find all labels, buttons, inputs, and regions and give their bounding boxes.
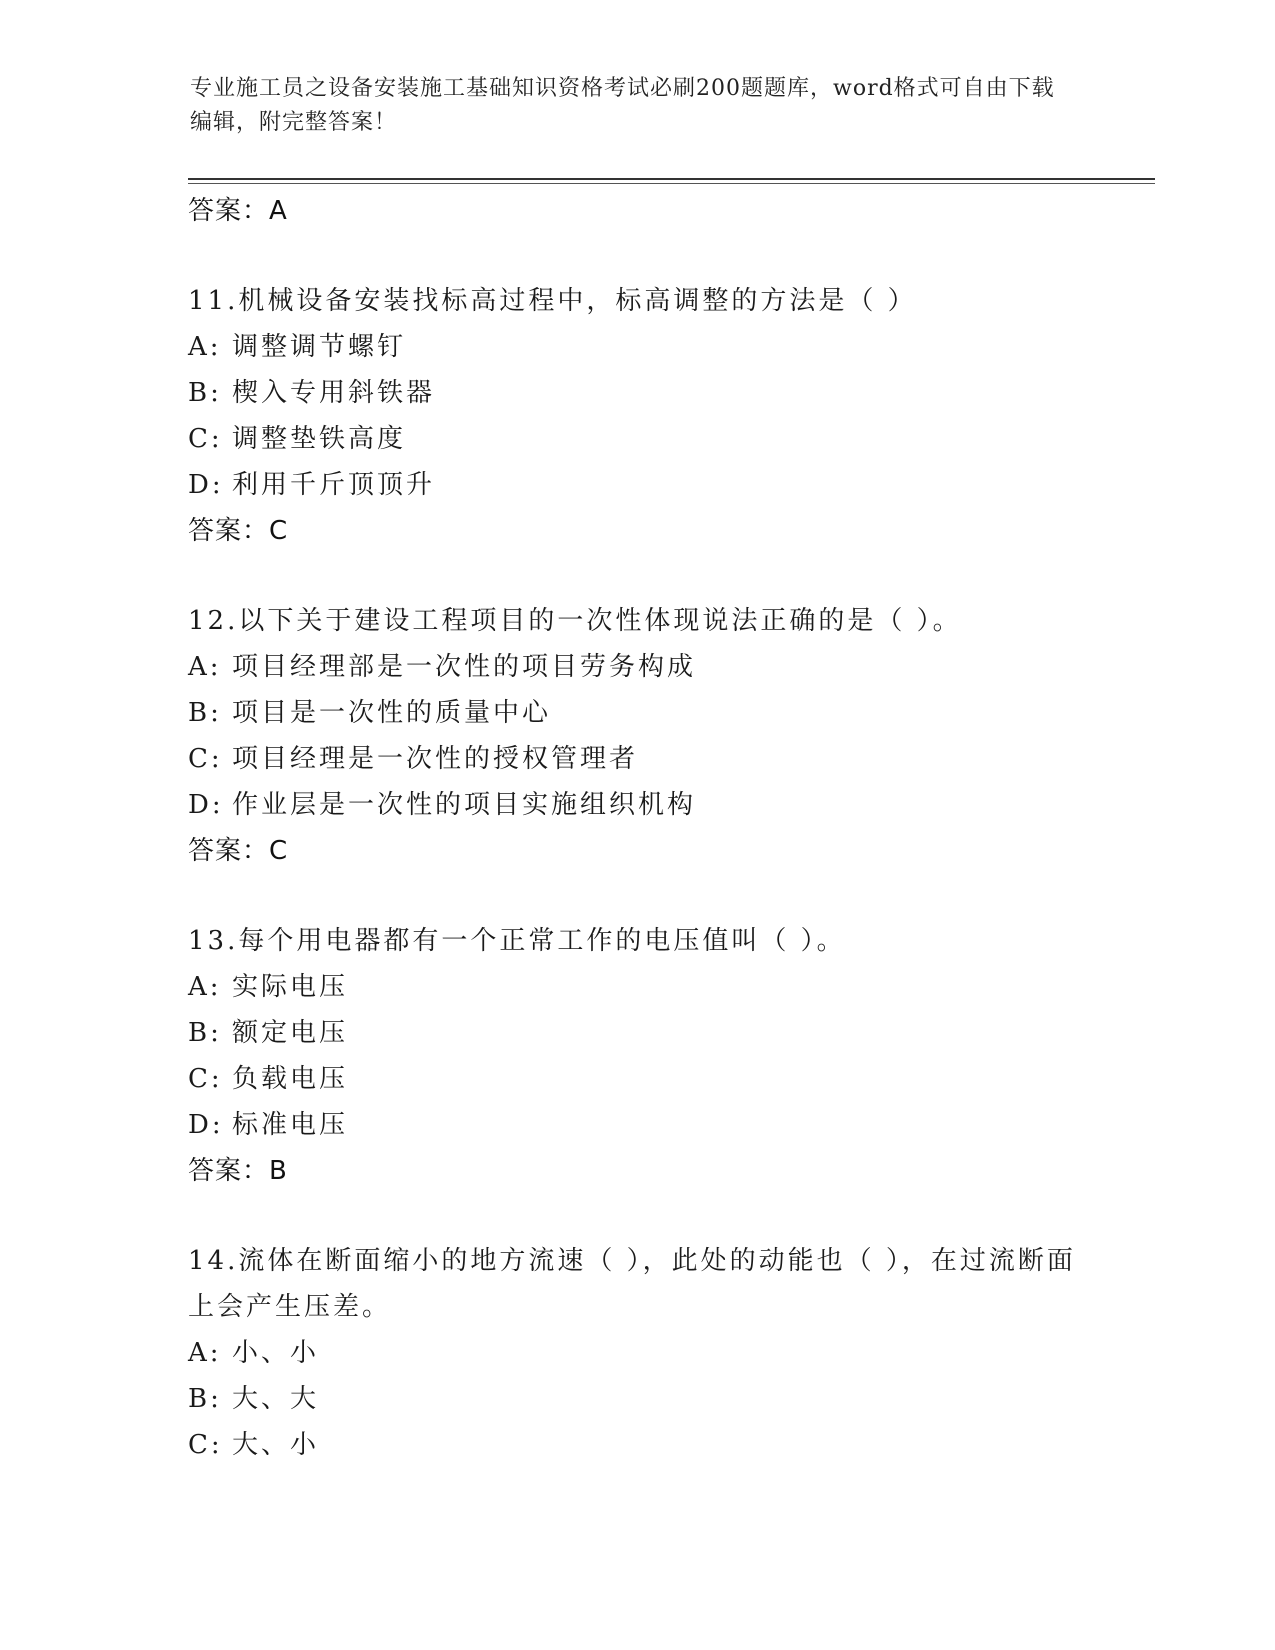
option-text: 大、小: [232, 1430, 320, 1460]
option-text: 额定电压: [232, 1018, 349, 1048]
option-d: [188, 462, 1088, 508]
option-text: 利用千斤顶顶升: [232, 470, 436, 500]
option-text: 楔入专用斜铁器: [232, 378, 436, 408]
option-key: D:: [188, 1110, 224, 1140]
question-number: 14.: [188, 1246, 239, 1276]
option-text: 项目是一次性的质量中心: [232, 698, 552, 728]
option-key: A:: [188, 332, 222, 362]
option-key: B:: [188, 1018, 222, 1048]
option-key: C:: [188, 1430, 223, 1460]
option-key: A:: [188, 1338, 222, 1368]
option-key: C:: [188, 424, 223, 454]
option-c: [188, 416, 1088, 462]
option-key: C:: [188, 744, 223, 774]
option-text: 大、大: [232, 1384, 320, 1414]
question-text: [188, 918, 1088, 964]
option-c: [188, 736, 1088, 782]
answer-line: 答案：B: [188, 1156, 288, 1186]
question-text: [188, 278, 1088, 324]
question-stem: 流体在断面缩小的地方流速（ ），此处的动能也（ ），在过流断面上会产生压差。: [188, 1246, 1076, 1322]
option-a: [188, 644, 1088, 690]
option-text: 负载电压: [232, 1064, 349, 1094]
answer-line: 答案：C: [188, 516, 289, 546]
option-a: [188, 964, 1088, 1010]
option-a: [188, 1330, 1088, 1376]
question-block: [188, 1238, 1088, 1468]
option-key: B:: [188, 378, 222, 408]
question-number: 11.: [188, 286, 239, 316]
question-block: [188, 918, 1088, 1194]
question-stem: 每个用电器都有一个正常工作的电压值叫（ ）。: [238, 926, 846, 956]
option-b: [188, 690, 1088, 736]
header-rule-secondary: [188, 183, 1155, 184]
question-text: [188, 598, 1088, 644]
option-text: 项目经理部是一次性的项目劳务构成: [232, 652, 697, 682]
question-block: [188, 278, 1088, 554]
option-key: A:: [188, 652, 222, 682]
option-text: 调整垫铁高度: [232, 424, 407, 454]
option-key: A:: [188, 972, 222, 1002]
option-text: 实际电压: [232, 972, 349, 1002]
option-a: [188, 324, 1088, 370]
option-b: [188, 1010, 1088, 1056]
option-text: 作业层是一次性的项目实施组织机构: [232, 790, 697, 820]
question-number: 12.: [188, 606, 239, 636]
question-block: [188, 598, 1088, 874]
question-number: 13.: [188, 926, 239, 956]
question-list: [188, 188, 1088, 1468]
question-stem: 以下关于建设工程项目的一次性体现说法正确的是（ ）。: [238, 606, 962, 636]
option-c: [188, 1422, 1088, 1468]
option-key: D:: [188, 790, 224, 820]
option-key: B:: [188, 698, 222, 728]
option-text: 小、小: [232, 1338, 320, 1368]
answer-line: 答案：C: [188, 836, 289, 866]
option-text: 调整调节螺钉: [232, 332, 407, 362]
option-d: [188, 1102, 1088, 1148]
option-c: [188, 1056, 1088, 1102]
header-rule: [188, 178, 1155, 180]
option-text: 标准电压: [232, 1110, 349, 1140]
option-b: [188, 1376, 1088, 1422]
option-b: [188, 370, 1088, 416]
option-d: [188, 782, 1088, 828]
answer-line: 答案：A: [188, 196, 288, 226]
document-header: 专业施工员之设备安装施工基础知识资格考试必刷200题题库，word格式可自由下载编辑，附完整答案！: [190, 76, 1055, 135]
option-key: D:: [188, 470, 224, 500]
option-key: C:: [188, 1064, 223, 1094]
question-stem: 机械设备安装找标高过程中，标高调整的方法是（ ）: [238, 286, 917, 316]
option-text: 项目经理是一次性的授权管理者: [232, 744, 639, 774]
option-key: B:: [188, 1384, 222, 1414]
question-text: [188, 1238, 1088, 1330]
